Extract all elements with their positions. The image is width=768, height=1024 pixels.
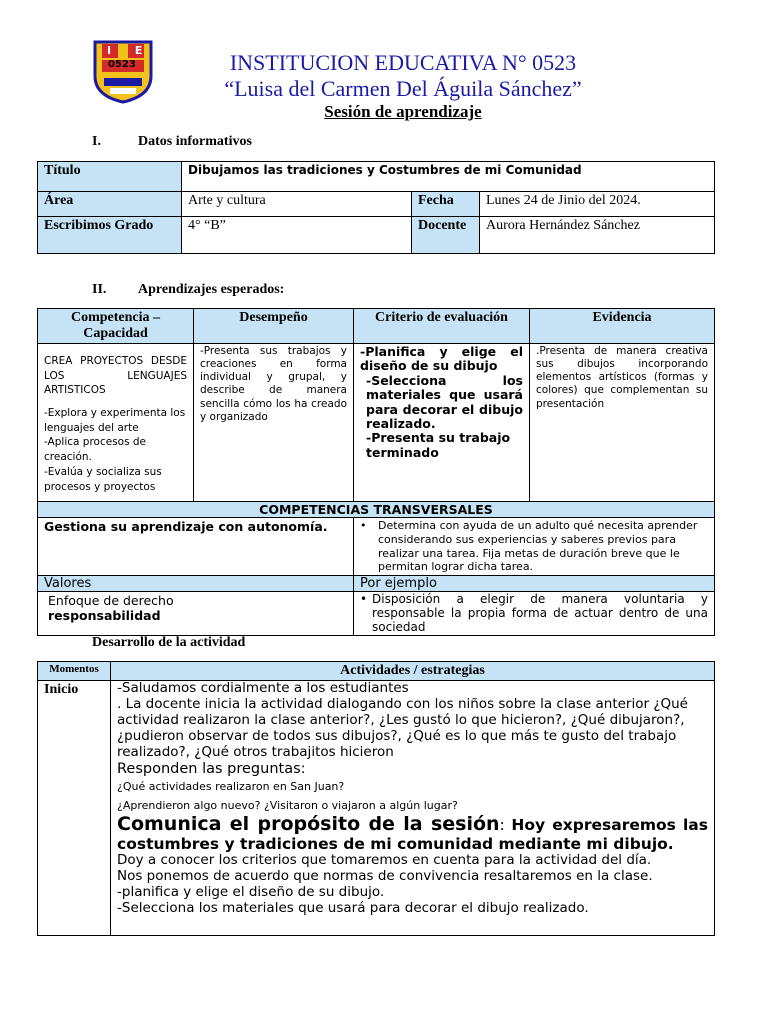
- actividades-header: Actividades / estrategias: [111, 662, 715, 681]
- evidencia-text: .Presenta de manera creativa sus dibujos incorporando elementos artísticos (formas y colores) que complementan su presentación: [530, 344, 715, 502]
- school-logo: [90, 38, 156, 104]
- capacidad-3: -Evalúa y socializa sus procesos y proyectos: [44, 465, 162, 493]
- proposito-label: Comunica el propósito de la sesión: [117, 812, 500, 835]
- criterio-2: -Selecciona los materiales que usará para decorar el dibujo realizado.: [366, 372, 523, 431]
- activity-line: -Selecciona los materiales que usará para decorar el dibujo realizado.: [117, 900, 589, 917]
- grado-label: Escribimos Grado: [38, 217, 182, 254]
- desempeno-text: -Presenta sus trabajos y creaciones en forma individual y grupal, y describe de manera sencilla cómo los ha creado y organizado: [194, 344, 354, 502]
- capacidad-2: -Aplica procesos de creación.: [44, 436, 147, 464]
- aprendizajes-table: [37, 308, 715, 636]
- enfoque-line1: Enfoque de derecho: [48, 593, 174, 608]
- enfoque-description: Disposición a elegir de manera voluntaria y responsable la propia forma de actuar dentro de una sociedad: [372, 592, 708, 634]
- docente-label: Docente: [412, 217, 480, 254]
- session-title: Sesión de aprendizaje: [324, 102, 482, 121]
- activity-line: -Saludamos cordialmente a los estudiantes: [117, 680, 409, 696]
- desarrollo-table: Momentos Actividades / estrategias Inicio -Saludamos cordialmente a los estudiantes . La docente inicia la actividad dialogando con los niños sobre la clase anterior ¿Qué actividad realizaron la clase anterior?, ¿Les gustó lo que hicieron?, ¿Qué dibujaron?,¿pudieron observar de todos sus dibujos?, ¿Qué es lo que más te gusto del trabajo realizado?, ¿Qué otros trabajitos hicieron Responden las preguntas: ¿Qué actividades realizaron en San Juan? ¿Aprendieron algo nuevo? ¿Visitaron o viajaron a algún lugar? Comunica el propósito de la sesión: Hoy expresaremos las costumbres y tradiciones de mi comunidad mediante mi dibujo. Doy a conocer los criterios que tomaremos en cuenta para la actividad del día. Nos ponemos de acuerdo que normas de convivencia resaltaremos en la clase. -planifica y elige el diseño de su dibujo. -Selecciona los materiales que usará para decorar el dibujo realizado.: [37, 661, 715, 936]
- momentos-header: Momentos: [38, 662, 111, 681]
- school-subtitle: “Luisa del Carmen Del Águila Sánchez”: [224, 76, 582, 101]
- docente-value: Aurora Hernández Sánchez: [480, 217, 715, 254]
- proposito-text: Hoy expresaremos las costumbres y tradiciones de mi comunidad mediante mi dibujo.: [117, 815, 708, 853]
- activity-question: ¿Qué actividades realizaron en San Juan?: [117, 779, 345, 793]
- capacidad-1: -Explora y experimenta los lenguajes del arte: [44, 407, 186, 434]
- bullet-icon: •: [360, 519, 367, 532]
- enfoque-line2: responsabilidad: [48, 608, 161, 623]
- datos-table: [37, 161, 715, 254]
- area-value: Arte y cultura: [182, 192, 412, 217]
- transversal-description: Determina con ayuda de un adulto qué necesita aprender considerando sus experiencias y saberes previos para realizar una tarea. Fija metas de duración breve que le permitan lograr dicha tarea.: [378, 519, 698, 574]
- header-desempeno: Desempeño: [194, 309, 354, 344]
- bullet-icon: •: [360, 592, 368, 606]
- logo-letters: I E: [107, 44, 153, 57]
- valores-label: Valores: [38, 576, 354, 592]
- section2-num: II.: [92, 282, 107, 297]
- header-criterio: Criterio de evaluación: [354, 309, 530, 344]
- school-title: INSTITUCION EDUCATIVA N° 0523: [229, 50, 577, 75]
- activity-line: -planifica y elige el diseño de su dibujo.: [117, 884, 385, 901]
- grado-value: 4° “B”: [182, 217, 412, 254]
- activity-line: Responden las preguntas:: [117, 760, 306, 777]
- fecha-label: Fecha: [412, 192, 480, 217]
- fecha-value: Lunes 24 de Jinio del 2024.: [480, 192, 715, 217]
- criterio-1: -Planifica y elige el diseño de su dibujo: [360, 344, 523, 374]
- criterio-3: -Presenta su trabajo terminado: [366, 430, 511, 460]
- titulo-label: Título: [38, 162, 182, 192]
- transversales-title: COMPETENCIAS TRANSVERSALES: [38, 502, 715, 518]
- activity-line: . La docente inicia la actividad dialogando con los niños sobre la clase anterior ¿Qué actividad realizaron la clase anterior?, ¿Les gustó lo que hicieron?, ¿Qué dibujaron?,¿pudieron observar de todos sus dibujos?, ¿Qué es lo que más te gusto del trabajo realizado?, ¿Qué otros trabajitos hicieron: [117, 695, 688, 760]
- activity-question: ¿Aprendieron algo nuevo? ¿Visitaron o viajaron a algún lugar?: [117, 798, 458, 812]
- section3-title: Desarrollo de la actividad: [92, 635, 246, 650]
- activity-line: Doy a conocer los criterios que tomaremos en cuenta para la actividad del día.: [117, 852, 652, 869]
- section1-num: I.: [92, 134, 101, 149]
- header-competencia: Competencia – Capacidad: [38, 309, 194, 344]
- transversal-competencia: Gestiona su aprendizaje con autonomía.: [38, 518, 354, 576]
- activity-line: Nos ponemos de acuerdo que normas de convivencia resaltaremos en la clase.: [117, 868, 653, 885]
- competencia-text: CREA PROYECTOS DESDE LOS LENGUAJES ARTISTICOS: [44, 355, 187, 397]
- area-label: Área: [38, 192, 182, 217]
- header-evidencia: Evidencia: [530, 309, 715, 344]
- section1-title: Datos informativos: [138, 134, 252, 149]
- ejemplo-label: Por ejemplo: [354, 576, 715, 592]
- inicio-label: Inicio: [38, 681, 111, 936]
- section2-title: Aprendizajes esperados:: [138, 282, 285, 297]
- titulo-value: Dibujamos las tradiciones y Costumbres de mi Comunidad: [182, 162, 715, 192]
- logo-number: 0523: [108, 59, 136, 70]
